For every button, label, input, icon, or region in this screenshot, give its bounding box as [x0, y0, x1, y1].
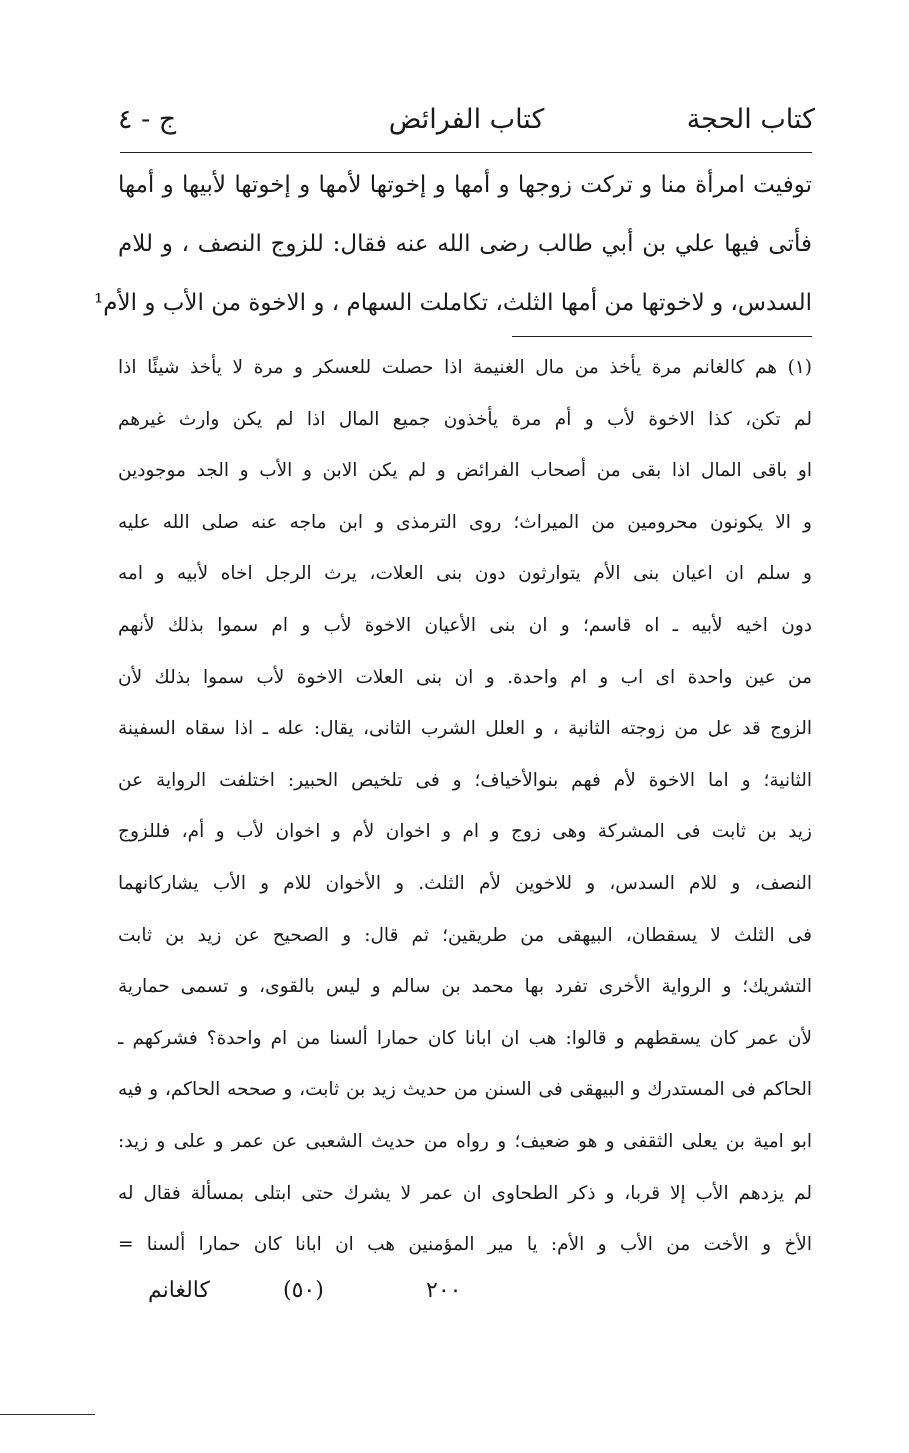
footnotes: [118, 347, 812, 1276]
footnote-line: (١) هم كالغانم مرة يأخذ من مال الغنيمة اذا حصلت للعسكر و مرة لا يأخذ شيئًا اذا: [118, 357, 812, 378]
footnote-line: لم يزدهم الأب إلا قربا، و ذكر الطحاوى ان عمر لا يشرك حتى ابتلى بمسألة فقال له: [118, 1182, 812, 1204]
page-number: ٢٠٠: [426, 1278, 462, 1303]
footnote-divider: [512, 336, 812, 337]
footnote-line: و سلم ان اعيان بنى الأم يتوارثون دون بنى العلات، يرث الرجل اخاه لأبيه و امه: [118, 563, 812, 585]
footnote-line: الثانية؛ و اما الاخوة لأم فهم بنوالأخياف؛ و فى تلخيص الحبير: اختلفت الرواية عن: [118, 769, 812, 791]
footnote-line: لم تكن، كذا الاخوة لأب و أم مرة يأخذون جميع المال اذا لم يكن وارث غيرهم: [118, 408, 812, 430]
header-divider: [120, 152, 812, 153]
footnote-line: من عين واحدة اى اب و ام واحدة. و ان بنى العلات الاخوة لأب سموا بذلك لأن: [118, 666, 812, 688]
footnote-line: زيد بن ثابت فى المشركة وهى زوج و ام و اخوان لأم و اخوان لأب و أم، فللزوج: [118, 821, 812, 843]
footnote-line: الزوج قد عل من زوجته الثانية ، و العلل الشرب الثانى، يقال: عله ـ اذا سقاه السفينة: [118, 718, 812, 740]
footnote-line: الحاكم فى المستدرك و البيهقى فى السنن من حديث زيد بن ثابت، و صححه الحاكم، و فيه: [118, 1079, 812, 1101]
page-footer: [118, 1273, 812, 1313]
footnote-line: و الا يكونون محرومين من الميراث؛ روى الترمذى و ابن ماجه عنه صلى الله عليه: [118, 511, 812, 533]
main-text-line: فأتى فيها علي بن أبي طالب رضى الله عنه فقال: للزوج النصف ، و للام: [118, 231, 812, 257]
footnote-line: او باقى المال اذا بقى من أصحاب الفرائض و لم يكن الابن و الأب و الجد موجودين: [118, 460, 812, 482]
footnote-line: دون اخيه لأبيه ـ اه قاسم؛ و ان بنى الأعيان الاخوة لأب و ام سموا بذلك لأنهم: [118, 614, 812, 636]
main-text-line: السدس، و لاخوتها من أمها الثلث، تكاملت السهام ، و الاخوة من الأب و الأم¹: [94, 290, 812, 316]
signature-mark: (٥٠): [283, 1278, 324, 1303]
footnote-line: ابو امية بن يعلى الثقفى و هو ضعيف؛ و رواه من حديث الشعبى عن عمر و على و زيد:: [118, 1130, 812, 1152]
main-text-line: توفيت امرأة منا و تركت زوجها و أمها و إخوتها لأمها و إخوتها لأبيها و أمها: [118, 172, 812, 198]
footnote-line: لأن عمر كان يسقطهم و قالوا: هب ان ابانا كان حمارا ألسنا من ام واحدة؟ فشركهم ـ: [118, 1027, 812, 1049]
catchword: كالغانم: [148, 1278, 210, 1303]
footnote-line: النصف، و للام السدس، و للاخوين لأم الثلث. و الأخوان للام و الأب يشاركانهما: [118, 872, 812, 894]
footnote-line: فى الثلث لا يسقطان، البيهقى من طريقين؛ ثم قال: و الصحيح عن زيد بن ثابت: [118, 924, 812, 946]
running-header: [118, 100, 815, 144]
book-title: كتاب الحجة: [686, 104, 815, 135]
scan-edge-line: [0, 1414, 95, 1415]
footnote-line: التشريك؛ و الرواية الأخرى تفرد بها محمد بن سالم و ليس بالقوى، و تسمى حمارية: [118, 976, 812, 998]
chapter-title: كتاب الفرائض: [388, 104, 545, 135]
main-text: [94, 160, 812, 337]
footnote-line: الأخ و الأخت من الأب و الأم: يا مير المؤمنين هب ان ابانا كان حمارا ألسنا =: [118, 1234, 812, 1256]
volume-number: ج - ٤: [118, 104, 177, 135]
